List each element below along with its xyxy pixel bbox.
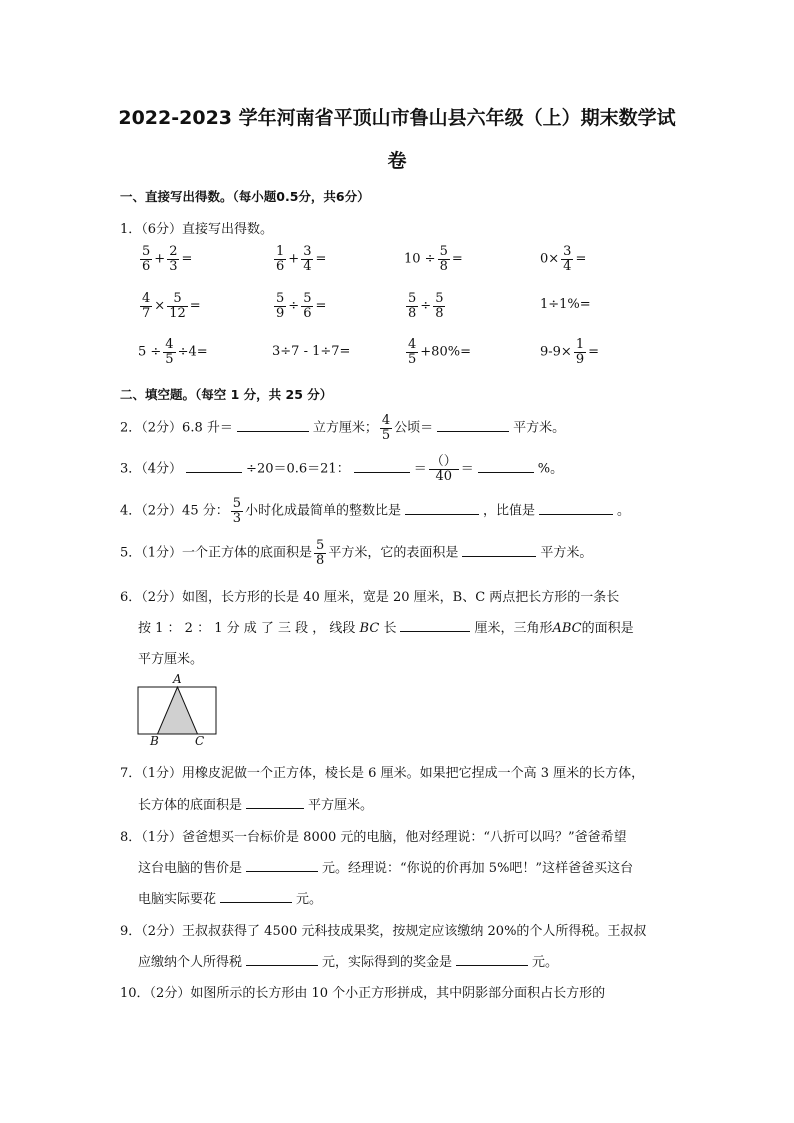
answer-blank[interactable] (456, 953, 528, 966)
question-9-line-2: 应缴纳个人所得税 元，实际得到的奖金是 元。 (138, 955, 559, 970)
answer-blank[interactable] (246, 859, 318, 872)
page-title-continued: 卷 (387, 150, 407, 172)
answer-blank[interactable] (437, 419, 509, 432)
question-8-line-2: 这台电脑的售价是 元。经理说：“你说的价再加 5%吧！”这样爸爸买这台 (138, 861, 634, 876)
question-9-line-1: 9．（2分）王叔叔获得了 4500 元科技成果奖，按规定应该缴纳 20%的个人所得税。王叔叔 (120, 924, 647, 939)
answer-blank[interactable] (539, 502, 613, 515)
question-4: 4．（2分）45 分： $\frac{5}{3}$ 小时化成最简单的整数比是 ，比值是 。 (120, 496, 631, 526)
point-label-a: A (173, 672, 182, 686)
question-7-line-1: 7．（1分）用橡皮泥做一个正方体，棱长是 6 厘米。如果把它捏成一个高 3 厘米的长方体， (120, 766, 645, 781)
question-5: 5．（1分）一个正方体的底面积是 $\frac{5}{8}$ 平方米，它的表面积是 平方米。 (120, 538, 593, 568)
question-8-line-3: 电脑实际要花 元。 (138, 892, 323, 907)
point-label-b: B (150, 734, 159, 748)
page-title: 2022-2023 学年河南省平顶山市鲁山县六年级（上）期末数学试 (118, 107, 676, 129)
point-label-c: C (195, 734, 205, 748)
question-1-label: 1．（6分）直接写出得数。 (120, 222, 274, 237)
section-heading-2: 二、填空题。（每空 1 分，共 25 分） (120, 387, 333, 402)
answer-blank[interactable] (246, 953, 318, 966)
question-6-line-1: 6．（2分）如图，长方形的长是 40 厘米，宽是 20 厘米，B、C 两点把长方形的一条长 (120, 590, 620, 605)
expr-4: 0× $\frac{3}{4}$ = (540, 244, 587, 274)
expr-6: $\frac{5}{9}$ ÷ $\frac{5}{6}$ = (276, 291, 327, 321)
expr-1: $\frac{5}{6}$ + $\frac{2}{3}$ = (142, 244, 193, 274)
expr-9: 5 ÷ $\frac{4}{5}$ ÷4= (138, 337, 208, 367)
question-10-line-1: 10．（2分）如图所示的长方形由 10 个小正方形拼成，其中阴影部分面积占长方形的 (120, 986, 606, 1001)
answer-blank[interactable] (220, 890, 292, 903)
answer-blank[interactable] (478, 460, 534, 473)
expr-11: $\frac{4}{5}$ +80%= (408, 337, 471, 367)
rectangle-triangle-figure (132, 672, 224, 748)
expr-2: $\frac{1}{6}$ + $\frac{3}{4}$ = (276, 244, 327, 274)
expr-10: 3÷7 - 1÷7= (272, 344, 351, 359)
answer-blank[interactable] (354, 460, 410, 473)
question-3: 3．（4分） ÷20＝0.6＝21： ＝ $\frac{()}{40}$ ＝ %。 (120, 454, 564, 484)
answer-blank[interactable] (186, 460, 242, 473)
question-6-line-2: 按 1 ： 2 ： 1 分 成 了 三 段 ， 线段 BC 长 厘米，三角形ABC的面积是 (138, 621, 634, 636)
section-heading-1: 一、直接写出得数。（每小题0.5分，共6分） (120, 189, 370, 204)
question-8-line-1: 8．（1分）爸爸想买一台标价是 8000 元的电脑，他对经理说：“八折可以吗？”爸爸希望 (120, 830, 627, 845)
expr-3: 10 ÷ $\frac{5}{8}$ = (404, 244, 463, 274)
answer-blank[interactable] (246, 796, 304, 809)
expr-8: 1÷1%= (540, 297, 591, 312)
question-6-line-3: 平方厘米。 (138, 652, 204, 667)
question-2: 2．（2分）6.8 升＝ 立方厘米； $\frac{4}{5}$ 公顷＝ 平方米。 (120, 413, 566, 443)
answer-blank[interactable] (405, 502, 479, 515)
answer-blank[interactable] (400, 619, 470, 632)
answer-blank[interactable] (237, 419, 309, 432)
answer-blank[interactable] (462, 544, 536, 557)
expr-7: $\frac{5}{8}$ ÷ $\frac{5}{8}$ (408, 291, 444, 321)
question-7-line-2: 长方体的底面积是 平方厘米。 (138, 798, 374, 813)
expr-12: 9-9× $\frac{1}{9}$ = (540, 337, 600, 367)
expr-5: $\frac{4}{7}$ × $\frac{5}{12}$ = (142, 291, 201, 321)
